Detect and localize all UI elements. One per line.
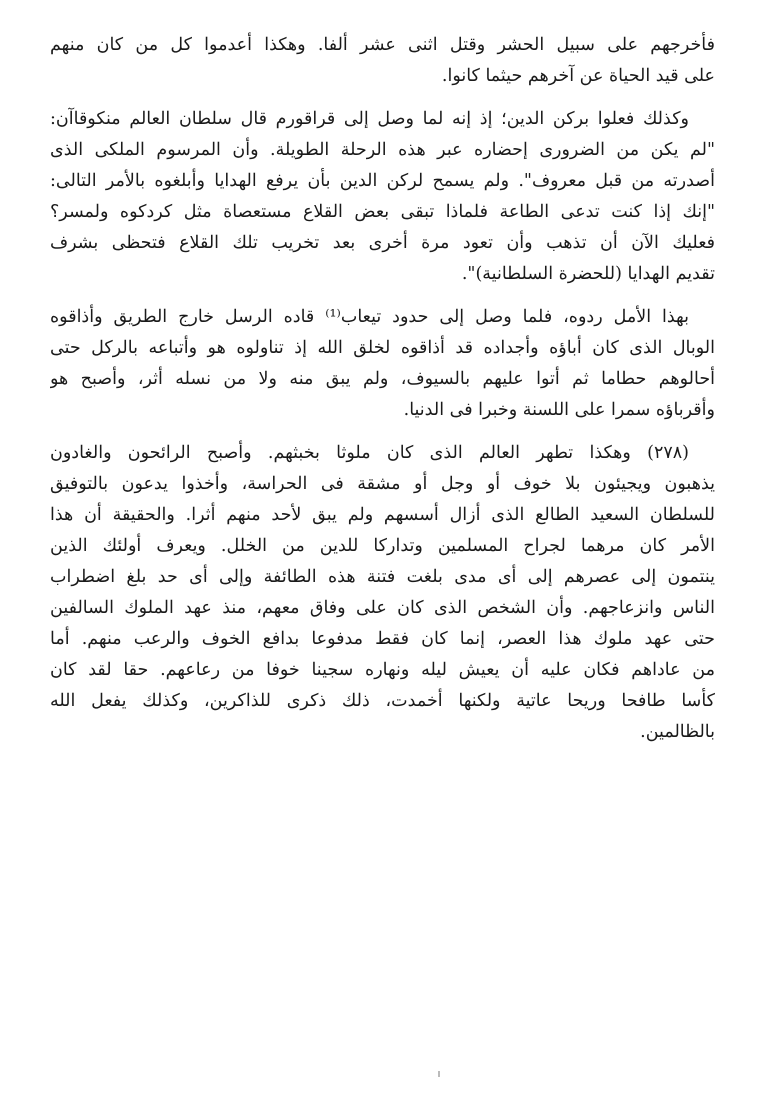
paragraph-4	[50, 438, 715, 748]
text-line: "لم يكن من الضرورى إحضاره عبر هذه الرحلة الطويلة. وأن المرسوم الملكى الذى	[50, 140, 715, 160]
text-line: على قيد الحياة عن آخرهم حيثما كانوا.	[441, 66, 715, 86]
text-line: حتى عهد ملوك هذا العصر، إنما كان فقط مدفوعا بدافع الخوف والرعب منهم. أما	[50, 629, 715, 649]
text-line: بالظالمين.	[640, 722, 715, 742]
text-line: "إنك إذا كنت تدعى الطاعة فلماذا تبقى بعض القلاع مستعصاة مثل كردكوه ولمسر؟	[50, 202, 715, 222]
text-line: (٢٧٨) وهكذا تطهر العالم الذى كان ملوثا بخبثهم. وأصبح الرائحون والغادون	[50, 443, 689, 463]
text-line: من عاداهم فكان عليه أن يعيش ليله ونهاره سجينا خوفا من رعاعهم. حقا لقد كان	[50, 660, 715, 680]
text-line: فأخرجهم على سبيل الحشر وقتل اثنى عشر ألفا. وهكذا أعدموا كل من كان منهم	[50, 35, 715, 55]
text-line: أحالوهم حطاما ثم أتوا عليهم بالسيوف، ولم يبق منه ولا من نسله أثر، وأصبح هو	[50, 369, 715, 389]
text-line: تقديم الهدايا (للحضرة السلطانية)".	[461, 264, 715, 284]
paragraph-3	[50, 302, 715, 426]
text-line: الأمر كان مرهما لجراح المسلمين وتداركا للدين من الخلل. ويعرف أولئك الذين	[50, 536, 715, 556]
document-page	[50, 30, 715, 760]
text-line: أصدرته من قبل معروف". ولم يسمح لركن الدين بأن يرفع الهدايا وأبلغوه بالأمر التالى:	[50, 171, 715, 191]
paragraph-1	[50, 30, 715, 92]
text-line: يذهبون ويجيئون بلا خوف أو وجل أو مشقة فى الحراسة، وأخذوا يدعون بالتوفيق	[50, 474, 715, 494]
text-line: بهذا الأمل ردوه، فلما وصل إلى حدود تيعاب⁽¹⁾ قاده الرسل خارج الطريق وأذاقوه	[50, 307, 689, 327]
paragraph-2	[50, 104, 715, 290]
text-line: كأسا طافحا وريحا عاتية ولكنها أخمدت، ذلك ذكرى للذاكرين، وكذلك يفعل الله	[50, 691, 715, 711]
text-line: فعليك الآن أن تذهب وأن تعود مرة أخرى بعد تخريب تلك القلاع فتحظى بشرف	[50, 233, 715, 253]
page-edge-mark	[438, 1071, 440, 1077]
text-line: وأقرباؤه سمرا على اللسنة وخبرا فى الدنيا.	[403, 400, 715, 420]
text-line: وكذلك فعلوا بركن الدين؛ إذ إنه لما وصل إلى قراقورم قال سلطان العالم منكوقاآن:	[50, 109, 689, 129]
text-line: الناس وانزعاجهم. وأن الشخص الذى كان على وفاق معهم، منذ عهد الملوك السالفين	[50, 598, 715, 618]
text-line: للسلطان السعيد الطالع الذى أزال أسسهم ولم يبق لأحد منهم أثرا. والحقيقة أن هذا	[50, 505, 715, 525]
text-line: الوبال الذى كان أباؤه وأجداده قد أذاقوه لخلق الله إذ تناولوه هو وأتباعه بالركل حتى	[50, 338, 715, 358]
text-line: ينتمون إلى عصرهم إلى أى مدى بلغت فتنة هذه الطائفة وإلى أى حد بلغ اضطراب	[50, 567, 715, 587]
